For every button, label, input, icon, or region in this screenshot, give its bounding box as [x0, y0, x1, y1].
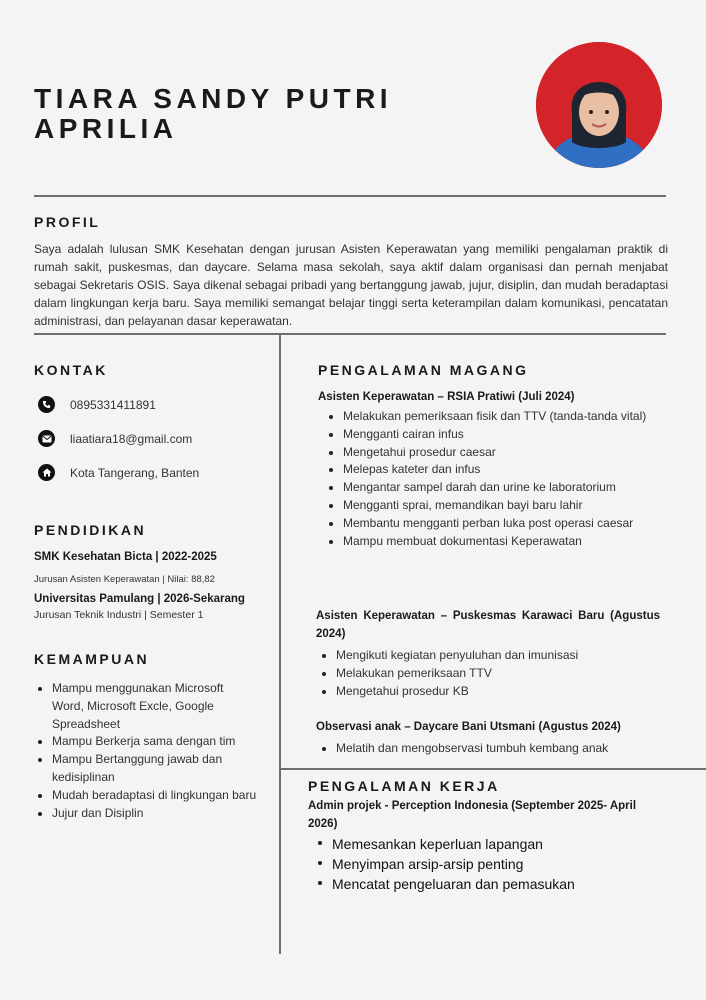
skill-item: Jujur dan Disiplin	[52, 805, 257, 823]
skills-list	[52, 680, 257, 822]
task-item: Mencatat pengeluaran dan pemasukan	[332, 874, 672, 894]
phone-number: 0895331411891	[70, 397, 156, 412]
contact-phone	[38, 396, 156, 413]
profile-photo	[536, 42, 662, 168]
profile-divider	[34, 333, 666, 335]
skill-item: Mampu Bertanggung jawab dan kedisiplinan	[52, 751, 257, 787]
phone-icon	[38, 396, 55, 413]
task-item: Mengganti cairan infus	[343, 426, 667, 444]
task-item: Mengetahui prosedur caesar	[343, 444, 667, 462]
header-divider	[34, 195, 666, 197]
education-detail-1: Jurusan Asisten Keperawatan | Nilai: 88,82	[34, 574, 215, 585]
task-item: Memesankan keperluan lapangan	[332, 834, 672, 854]
skills-heading: KEMAMPUAN	[34, 651, 150, 667]
internship-title-2: Asisten Keperawatan – Puskesmas Karawaci Baru (Agustus 2024)	[316, 610, 660, 640]
task-item: Melakukan pemeriksaan TTV	[336, 665, 666, 683]
education-title-2: Universitas Pamulang | 2026-Sekarang	[34, 593, 245, 605]
task-item: Mengikuti kegiatan penyuluhan dan imunisasi	[336, 647, 666, 665]
profile-text: Saya adalah lulusan SMK Kesehatan dengan jurusan Asisten Keperawatan yang memiliki pengalaman praktik di rumah sakit, puskesmas, dan daycare. Selama masa sekolah, saya aktif dalam organisasi dan pernah menjabat sebagai Sekretaris OSIS. Saya dikenal sebagai pribadi yang bertanggung jawab, jujur, disiplin, dan mudah beradaptasi dalam lingkungan kerja baru. Saya memiliki semangat belajar tinggi serta keterampilan dalam komunikasi, pencatatan administrasi, dan pelayanan dasar keperawatan.	[34, 242, 668, 328]
home-address: Kota Tangerang, Banten	[70, 465, 200, 480]
name-line-2: APRILIA	[34, 113, 178, 144]
contact-email	[38, 430, 192, 447]
task-item: Membantu mengganti perban luka post operasi caesar	[343, 515, 667, 533]
email-address: liaatiara18@gmail.com	[70, 431, 193, 446]
task-item: Menyimpan arsip-arsip penting	[332, 854, 672, 874]
internship-tasks-1	[343, 408, 667, 550]
internship-heading: PENGALAMAN MAGANG	[318, 362, 529, 378]
task-item: Melakukan pemeriksaan fisik dan TTV (tanda-tanda vital)	[343, 408, 667, 426]
work-tasks	[332, 834, 672, 894]
work-heading: PENGALAMAN KERJA	[308, 778, 500, 794]
home-icon	[38, 464, 55, 481]
task-item: Melatih dan mengobservasi tumbuh kembang anak	[336, 740, 666, 758]
education-detail-2: Jurusan Teknik Industri | Semester 1	[34, 609, 204, 621]
name-line-1: TIARA SANDY PUTRI	[34, 83, 393, 114]
email-icon	[38, 430, 55, 447]
skill-item: Mampu menggunakan Microsoft Word, Microsoft Excle, Google Spreadsheet	[52, 680, 257, 733]
internship-tasks-3	[336, 740, 666, 758]
task-item: Mengantar sampel darah dan urine ke laboratorium	[343, 479, 667, 497]
education-title-1: SMK Kesehatan Bicta | 2022-2025	[34, 551, 217, 563]
contact-heading: KONTAK	[34, 362, 108, 378]
task-item: Mengganti sprai, memandikan bayi baru lahir	[343, 497, 667, 515]
work-divider	[281, 768, 706, 770]
work-title: Admin projek - Perception Indonesia (September 2025- April 2026)	[308, 800, 637, 830]
skill-item: Mudah beradaptasi di lingkungan baru	[52, 787, 257, 805]
internship-tasks-2	[336, 647, 666, 700]
full-name	[34, 84, 392, 144]
skill-item: Mampu Berkerja sama dengan tim	[52, 733, 257, 751]
column-divider	[279, 334, 281, 954]
contact-address	[38, 464, 199, 481]
person-portrait-icon	[536, 42, 662, 168]
internship-title-3: Observasi anak – Daycare Bani Utsmani (Agustus 2024)	[316, 721, 621, 733]
task-item: Mengetahui prosedur KB	[336, 683, 666, 701]
task-item: Mampu membuat dokumentasi Keperawatan	[343, 533, 667, 551]
profile-heading: PROFIL	[34, 214, 101, 230]
internship-title-1: Asisten Keperawatan – RSIA Pratiwi (Juli 2024)	[318, 391, 575, 403]
task-item: Melepas kateter dan infus	[343, 461, 667, 479]
education-heading: PENDIDIKAN	[34, 522, 147, 538]
